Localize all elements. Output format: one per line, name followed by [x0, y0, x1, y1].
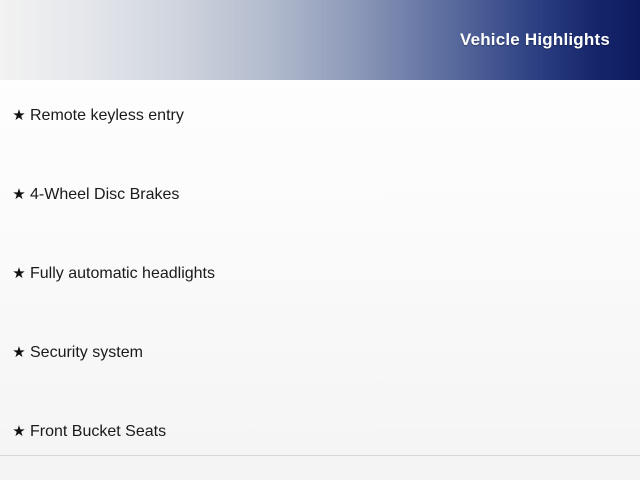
list-item: [0, 345, 640, 424]
page-title: Vehicle Highlights: [459, 30, 610, 49]
star-icon: ★: [12, 423, 26, 440]
feature-label: 4-Wheel Disc Brakes: [30, 186, 180, 203]
feature-label: Remote keyless entry: [30, 107, 184, 124]
footer-divider: [0, 455, 640, 456]
star-icon: ★: [12, 265, 26, 282]
feature-label: Front Bucket Seats: [30, 423, 167, 440]
star-icon: ★: [12, 107, 26, 124]
list-item: [0, 266, 640, 345]
star-icon: ★: [12, 186, 26, 203]
highlights-content: [0, 80, 640, 503]
page-header: [0, 0, 640, 80]
feature-label: Security system: [30, 344, 143, 361]
feature-list: [0, 108, 640, 503]
star-icon: ★: [12, 344, 26, 361]
list-item: [0, 187, 640, 266]
feature-label: Fully automatic headlights: [30, 265, 215, 282]
list-item: [0, 424, 640, 503]
list-item: [0, 108, 640, 187]
